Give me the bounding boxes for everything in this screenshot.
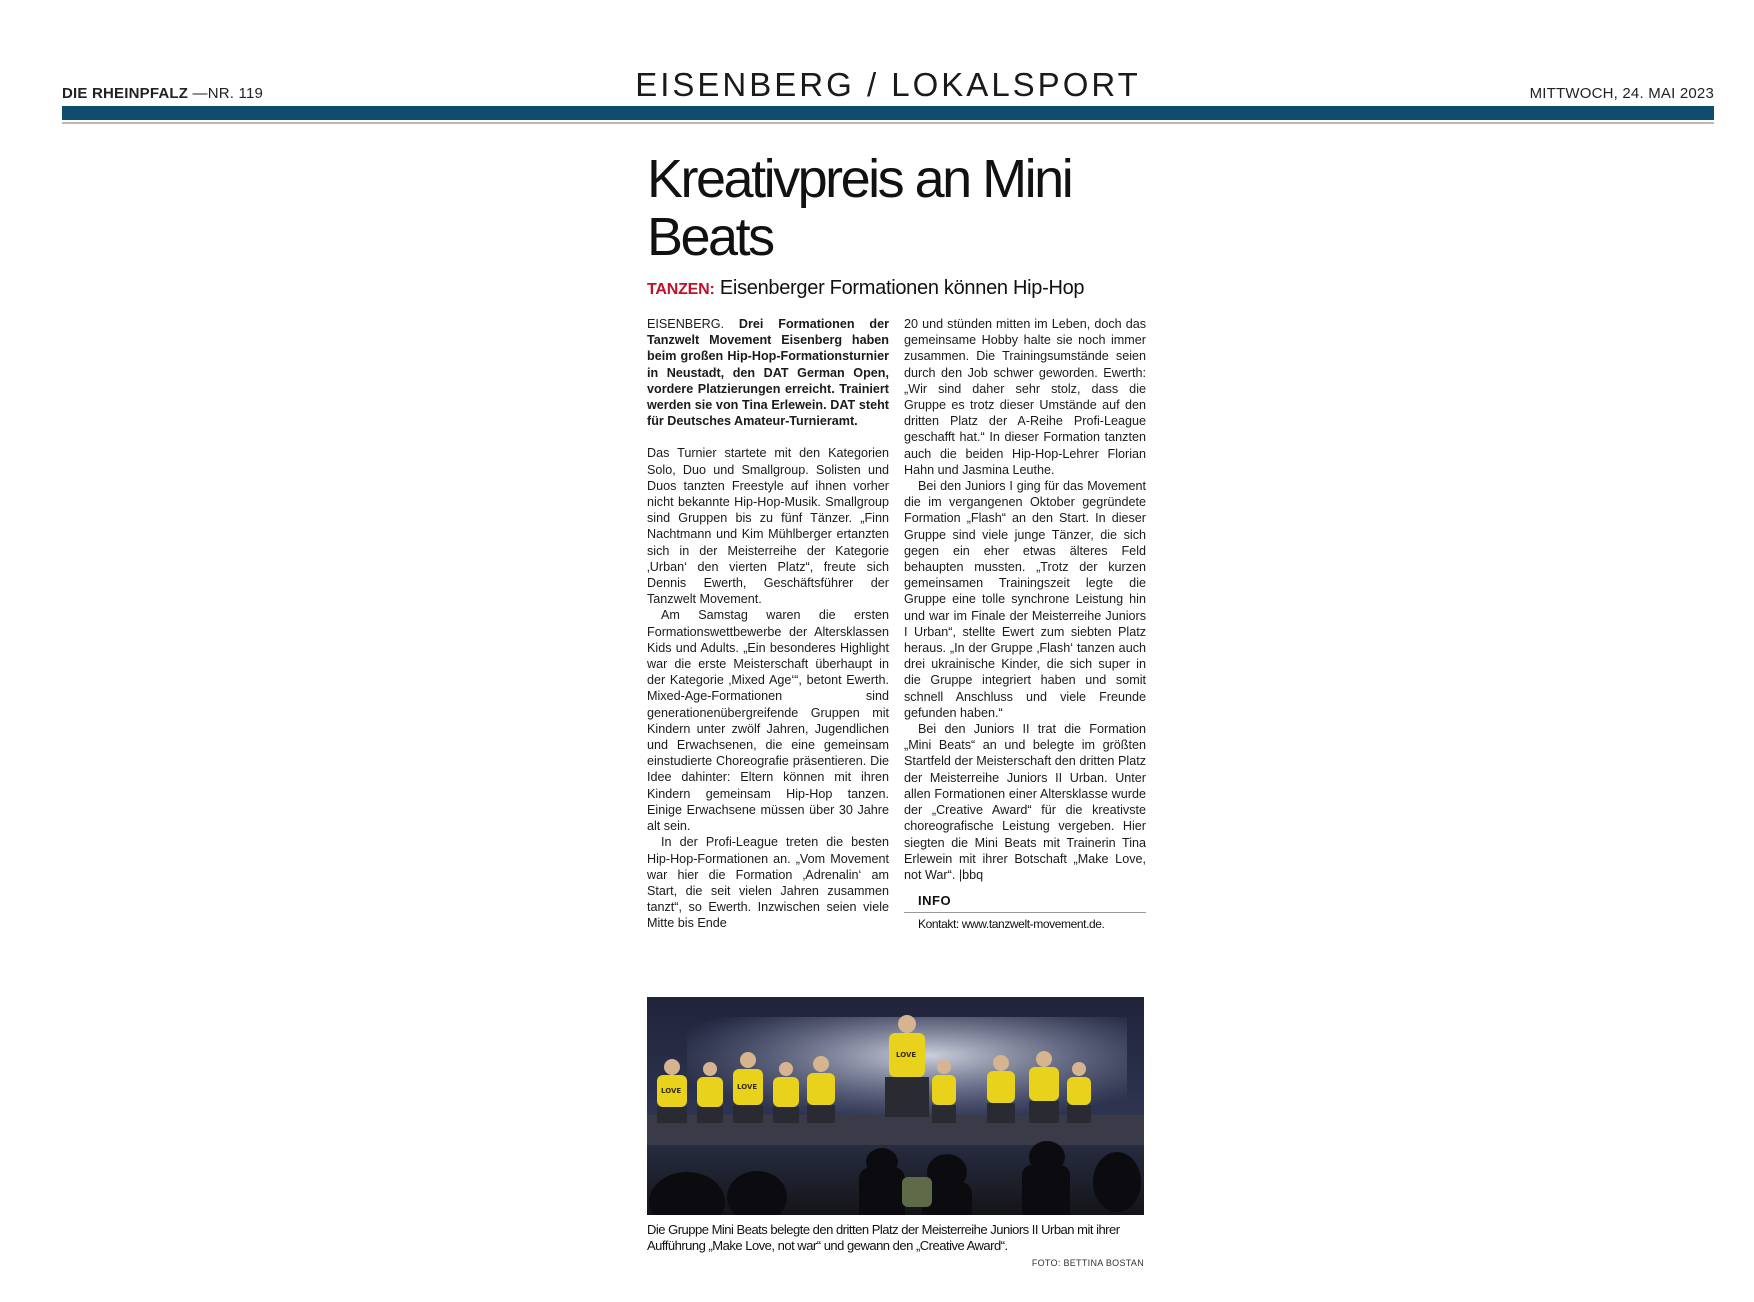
- section-title: EISENBERG / LOKALSPORT: [635, 66, 1141, 103]
- photo-caption: Die Gruppe Mini Beats belegte den dritten Platz der Meisterreihe Juniors II Urban mit ihrer Aufführung „Make Love, not war“ und gewann den „Creative Award“.: [647, 1222, 1120, 1253]
- lead-text: Drei Formationen der Tanzwelt Movement Eisenberg haben beim großen Hip-Hop-Formationsturnier in Neustadt, den DAT German Open, vordere Platzierungen erreicht. Trainiert werden sie von Tina Erlewein. DAT steht für Deutsches Amateur-Turnieramt.: [647, 317, 889, 429]
- column-right: [904, 316, 1146, 931]
- issue-number: —NR. 119: [192, 85, 264, 102]
- subhead-text: Eisenberger Formationen können Hip-Hop: [714, 277, 1085, 299]
- shirt-text: LOVE: [661, 1087, 682, 1095]
- shirt-text: LOVE: [737, 1083, 758, 1091]
- photo-credit: FOTO: BETTINA BOSTAN: [1031, 1258, 1144, 1268]
- issue-date: MITTWOCH, 24. MAI 2023: [1529, 85, 1714, 102]
- column-left: [647, 316, 889, 932]
- stage-photo-image: [647, 997, 1144, 1215]
- body-paragraph: In der Profi-League treten die besten Hip-Hop-Formationen an. „Vom Movement war hier die Formation ‚Adrenalin‘ am Start, die seit vielen Jahren zusammen tanzt“, so Ewerth. Inzwischen seien viele Mitte bis Ende: [647, 835, 889, 931]
- body-paragraph: Bei den Juniors II trat die Formation „Mini Beats“ an und belegte im größten Startfeld der Meisterschaft den dritten Platz der Meisterreihe Juniors II Urban. Unter allen Formationen einer Altersklasse wurde der „Creative Award“ für die kreativste choreografische Leistung vergeben. Hier siegten die Mini Beats mit Trainerin Tina Erlewein mit ihrer Botschaft „Make Love, not War“. |bbq: [904, 722, 1146, 882]
- headline: Kreativpreis an Mini Beats: [647, 149, 1072, 267]
- lead-paragraph: [647, 316, 889, 429]
- masthead-rule: [62, 106, 1714, 120]
- shirt-text: LOVE: [896, 1051, 917, 1059]
- body-paragraph: Bei den Juniors I ging für das Movement die im vergangenen Oktober gegründete Formation „Flash“ an den Start. In dieser Gruppe sind viele junge Tänzer, die sich gegen ein eher etwas älteres Feld behaupten mussten. „Trotz der kurzen gemeinsamen Trainingszeit legte die Gruppe eine tolle synchrone Leistung hin und war im Finale der Meisterreihe Juniors I Urban“, stellte Ewert zum siebten Platz heraus. „In der Gruppe ‚Flash‘ tanzen auch drei ukrainische Kinder, die sich super in die Gruppe integriert haben und somit schnell Anschluss und viele Freunde gefunden haben.“: [904, 479, 1146, 720]
- dateline: EISENBERG.: [647, 317, 724, 331]
- subheadline: [647, 276, 1144, 302]
- kicker: TANZEN:: [647, 281, 715, 298]
- masthead-underline: [62, 122, 1714, 124]
- article: [647, 150, 1144, 976]
- article-body: [647, 316, 1144, 976]
- body-paragraph: 20 und stünden mitten im Leben, doch das gemeinsame Hobby halte sie noch immer zusammen. Die Trainingsumstände seien durch den Job schwer geworden. Ewerth: „Wir sind daher sehr stolz, dass die Gruppe es trotz dieser Umstände auf den dritten Platz der A-Reihe Profi-League geschafft hat.“ In dieser Formation tanzten auch die beiden Hip-Hop-Lehrer Florian Hahn und Jasmina Leuthe.: [904, 317, 1146, 477]
- body-paragraph: Am Samstag waren die ersten Formationswettbewerbe der Altersklassen Kids und Adults. „Ein besonderes Highlight war die erste Meisterschaft überhaupt in der Kategorie ‚Mixed Age‘“, betont Ewerth. Mixed-Age-Formationen sind generationenübergreifende Gruppen mit Kindern unter zwölf Jahren, Jugendlichen und Erwachsenen, die eine gemeinsam einstudierte Choreografie präsentieren. Die Idee dahinter: Eltern können mit ihren Kindern gemeinsam Hip-Hop tanzen. Einige Erwachsene müssen über 30 Jahre alt sein.: [647, 608, 889, 834]
- newspaper-name: DIE RHEINPFALZ: [62, 85, 189, 102]
- info-title: INFO: [904, 893, 1146, 913]
- masthead: [62, 66, 1714, 102]
- article-photo: [647, 997, 1144, 1215]
- info-box: [904, 893, 1146, 931]
- body-paragraph: Das Turnier startete mit den Kategorien Solo, Duo und Smallgroup. Solisten und Duos tanzten Freestyle auf ihnen vorher nicht bekannte Hip-Hop-Musik. Smallgroup sind Gruppen bis zu fünf Tänzer. „Finn Nachtmann und Kim Mühlberger ertanzten sich in der Meisterreihe der Kategorie ‚Urban‘ den vierten Platz“, freute sich Dennis Ewerth, Geschäftsführer der Tanzwelt Movement.: [647, 446, 889, 607]
- info-contact: Kontakt: www.tanzwelt-movement.de.: [918, 917, 1105, 932]
